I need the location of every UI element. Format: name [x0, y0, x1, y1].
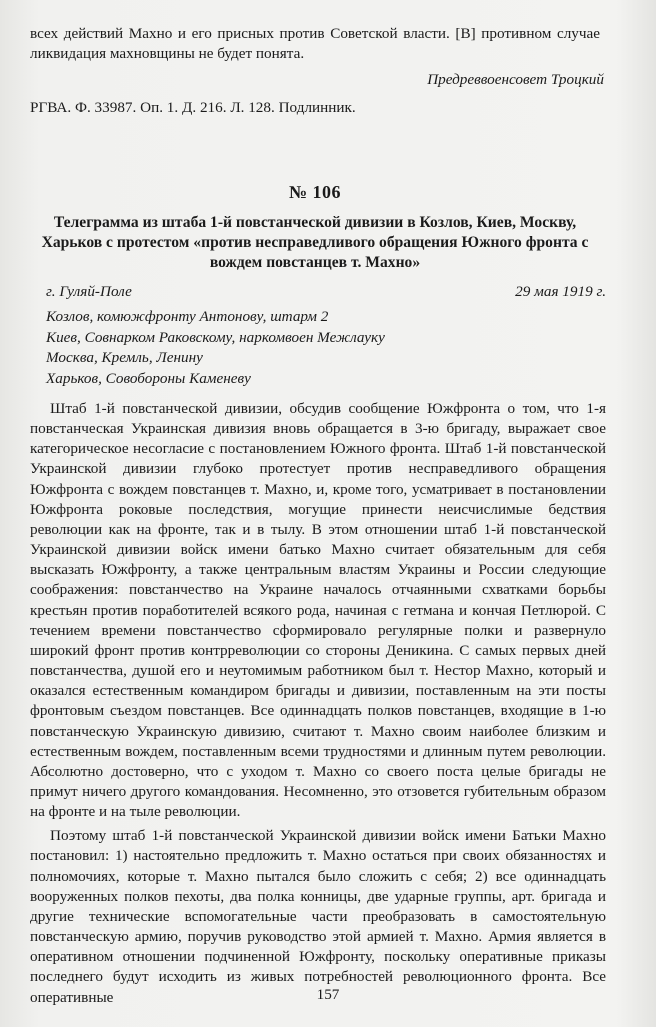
addressee-line: Козлов, комюжфронту Антонову, штарм 2	[46, 308, 329, 325]
date: 29 мая 1919 г.	[515, 283, 606, 300]
document-title: Телеграмма из штаба 1-й повстанческой дивизии в Козлов, Киев, Москву, Харьков с протестом «против несправедливого обращения Южного фронта с вождем повстанцев т. Махно»	[41, 214, 589, 271]
addressee-line: Москва, Кремль, Ленину	[46, 349, 203, 366]
addressee-list	[30, 307, 600, 389]
page-number: 157	[316, 986, 340, 1003]
signature: Предреввоенсовет Троцкий	[427, 71, 604, 88]
body-paragraph: Поэтому штаб 1-й повстанческой Украинской дивизии войск имени Батьки Махно постановил: 1) настоятельно предложить т. Махно остаться при своих обязанностях и полномочиях, которые т. Махно пытался было сложить с себя; 2) все одиннадцать вооруженных полков пехоты, два полка конницы, две ударные группы, арт. бригада и другие технические вспомогательные части преобразовать в самостоятельную повстанческую армию, поручив руководство этой армией т. Махно. Армия является в оперативном отношении подчиненной Южфронту, поскольку оперативные приказы последнего будут исходить из живых потребностей революционного фронта. Все оперативные	[30, 827, 606, 1006]
document-number: № 106	[288, 182, 342, 202]
archive-source: РГВА. Ф. 33987. Оп. 1. Д. 216. Л. 128. Подлинник.	[30, 99, 356, 116]
continued-text: всех действий Махно и его присных против Советской власти. [В] противном случае ликвидация махновщины не будет понята.	[30, 25, 600, 62]
place: г. Гуляй-Поле	[46, 283, 132, 300]
place-date-line	[30, 283, 606, 301]
body-paragraph: Штаб 1-й повстанческой дивизии, обсудив сообщение Южфронта о том, что 1-я повстанческая Украинская дивизия вновь обращается в 3-ю бригаду, выражает свое категорическое несогласие с постановлением Южного фронта. Штаб 1-й повстанческой Украинской дивизии глубоко протестует против несправедливого обращения Южфронта с вождем повстанцев т. Махно, и, кроме того, усматривает в постановлении Южфронта роковые последствия, могущие принести неисчислимые бедствия революции как на фронте, так и в тылу. В этом отношении штаб 1-й повстанческой Украинской дивизии войск имени батько Махно считает обязательным для себя высказать Южфронту, а также центральным властям Украины и России следующие соображения: повстанчество на Украине началось отчаянными схватками борьбы крестьян против поработителей всякого рода, начиная с гетмана и кончая Петлюрой. С течением времени повстанчество сформировало регулярные полки и развернуло широкий фронт против контрреволюции со стороны Деникина. С самых первых дней повстанчества, душой его и неутомимым работником был т. Нестор Махно, который и оказался естественным командиром бригады и дивизии, поставленным на эти посты фронтовым съездом повстанцев. Все одиннадцать полков повстанцев, входящие в 1-ю повстанческую Украинскую дивизию, считают т. Махно своим наиболее близким и естественным вождем, поставленным всеми трудностями и длинным путем революции. Абсолютно достоверно, что с уходом т. Махно со своего поста целые бригады не примут ничего другого командования. Несомненно, это отзовется губительным образом на фронте и на тыле революции.	[30, 400, 606, 821]
addressee-line: Харьков, Совобороны Каменеву	[46, 369, 251, 387]
addressee-line: Киев, Совнарком Раковскому, наркомвоен Межлауку	[46, 328, 385, 346]
page-content	[30, 24, 606, 1008]
